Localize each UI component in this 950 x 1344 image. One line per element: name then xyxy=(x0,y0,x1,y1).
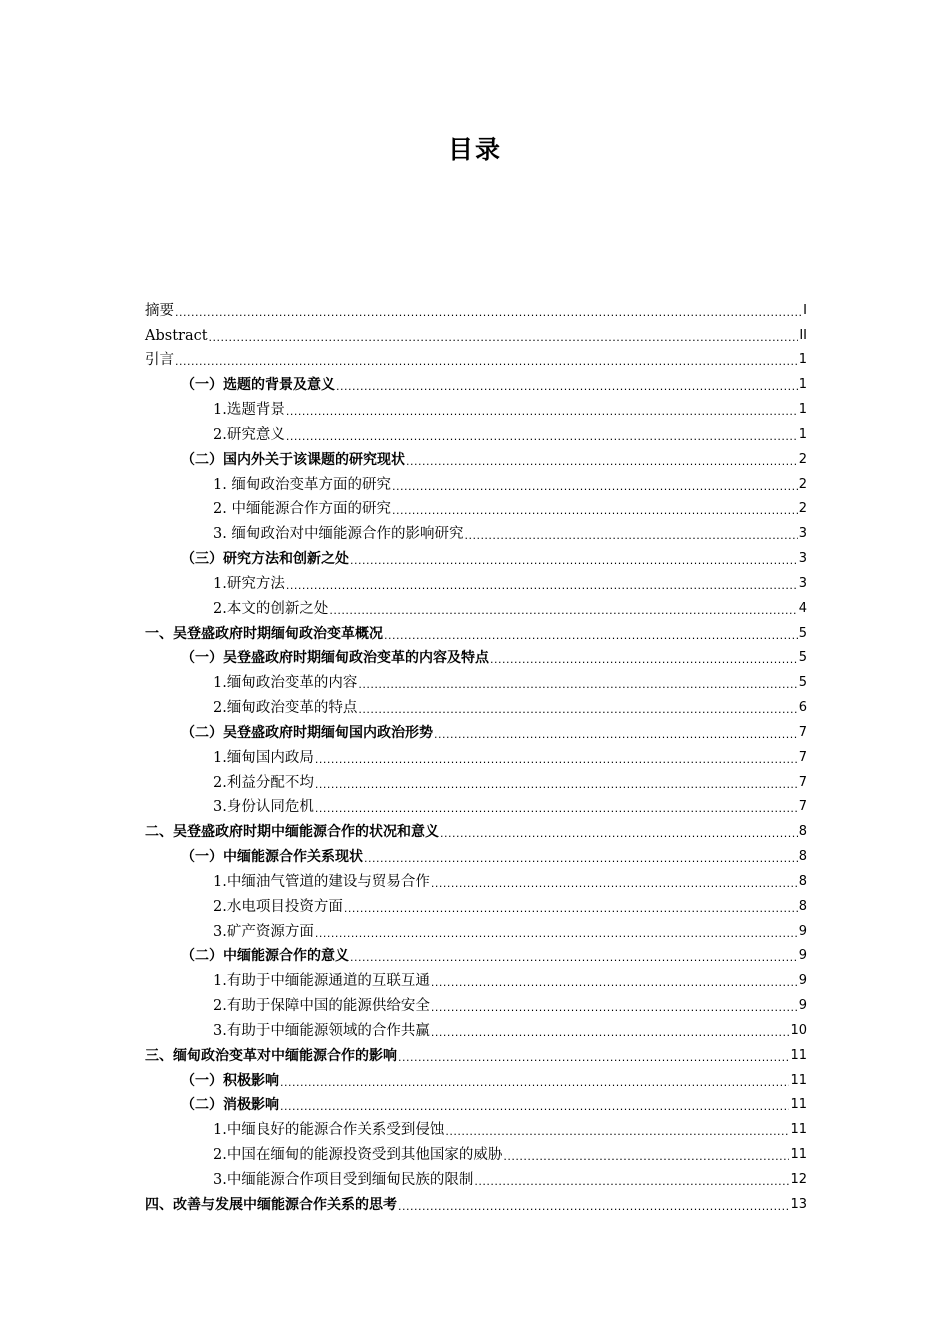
toc-entry[interactable] xyxy=(145,693,807,718)
toc-entry-page-number: 11 xyxy=(790,1097,807,1113)
toc-entry-label: 3.有助于中缅能源领域的合作共赢 xyxy=(213,1022,430,1039)
toc-dot-leader xyxy=(286,405,798,419)
toc-entry-page-number: 8 xyxy=(798,849,807,865)
toc-entry[interactable] xyxy=(145,942,807,967)
toc-entry[interactable] xyxy=(145,966,807,991)
toc-entry[interactable] xyxy=(145,370,807,395)
toc-entry-label: 引言 xyxy=(145,352,174,369)
toc-entry-label: （二）中缅能源合作的意义 xyxy=(181,948,349,965)
toc-entry[interactable] xyxy=(145,1115,807,1140)
toc-entry-page-number: 5 xyxy=(798,650,807,666)
toc-entry-label: （二）国内外关于该课题的研究现状 xyxy=(181,451,405,468)
toc-entry-label: 2.研究意义 xyxy=(213,426,285,443)
toc-dot-leader xyxy=(329,604,797,618)
toc-entry-label: Abstract xyxy=(145,327,208,344)
toc-dot-leader xyxy=(344,902,798,916)
toc-dot-leader xyxy=(445,1125,789,1139)
toc-dot-leader xyxy=(286,430,798,444)
toc-entry[interactable] xyxy=(145,892,807,917)
toc-entry[interactable] xyxy=(145,1016,807,1041)
page-title: 目录 xyxy=(447,135,502,164)
toc-dot-leader xyxy=(280,1076,789,1090)
toc-entry[interactable] xyxy=(145,867,807,892)
toc-entry[interactable] xyxy=(145,495,807,520)
toc-dot-leader xyxy=(406,455,798,469)
toc-entry-page-number: 13 xyxy=(790,1196,807,1212)
toc-entry[interactable] xyxy=(145,1041,807,1066)
toc-entry-label: （一）吴登盛政府时期缅甸政治变革的内容及特点 xyxy=(181,650,489,667)
toc-entry-page-number: 5 xyxy=(798,625,807,641)
toc-dot-leader xyxy=(503,1150,789,1164)
toc-dot-leader xyxy=(431,976,798,990)
toc-dot-leader xyxy=(358,678,797,692)
toc-entry[interactable] xyxy=(145,470,807,495)
toc-entry-label: 1. 缅甸政治变革方面的研究 xyxy=(213,476,391,493)
toc-entry-page-number: 7 xyxy=(798,724,807,740)
toc-entry-label: 2. 中缅能源合作方面的研究 xyxy=(213,501,391,518)
toc-entry-page-number: 2 xyxy=(798,476,807,492)
toc-entry[interactable] xyxy=(145,1140,807,1165)
toc-entry-label: （一）积极影响 xyxy=(181,1072,279,1089)
toc-entry-page-number: 8 xyxy=(798,898,807,914)
toc-entry-page-number: 11 xyxy=(790,1072,807,1088)
toc-entry-label: 3.中缅能源合作项目受到缅甸民族的限制 xyxy=(213,1171,474,1188)
toc-dot-leader xyxy=(209,331,799,345)
toc-entry-page-number: 1 xyxy=(798,352,807,368)
toc-entry[interactable] xyxy=(145,644,807,669)
toc-entry[interactable] xyxy=(145,544,807,569)
toc-dot-leader xyxy=(350,554,798,568)
toc-dot-leader xyxy=(440,827,798,841)
toc-entry[interactable] xyxy=(145,445,807,470)
toc-entry-label: 1.缅甸国内政局 xyxy=(213,749,314,766)
toc-dot-leader xyxy=(392,504,798,518)
toc-entry[interactable] xyxy=(145,1165,807,1190)
toc-entry[interactable] xyxy=(145,917,807,942)
toc-entry-page-number: 8 xyxy=(798,873,807,889)
toc-entry[interactable] xyxy=(145,619,807,644)
toc-entry-label: 2.缅甸政治变革的特点 xyxy=(213,700,358,717)
toc-entry-page-number: 3 xyxy=(798,575,807,591)
toc-dot-leader xyxy=(464,529,797,543)
toc-entry-page-number: 6 xyxy=(798,700,807,716)
toc-entry[interactable] xyxy=(145,519,807,544)
toc-entry-label: 2.本文的创新之处 xyxy=(213,600,329,617)
toc-entry-label: 一、吴登盛政府时期缅甸政治变革概况 xyxy=(145,625,383,642)
toc-entry[interactable] xyxy=(145,842,807,867)
toc-entry-label: 2.中国在缅甸的能源投资受到其他国家的威胁 xyxy=(213,1146,503,1163)
toc-entry[interactable] xyxy=(145,743,807,768)
toc-dot-leader xyxy=(434,728,798,742)
toc-dot-leader xyxy=(286,579,798,593)
toc-entry-page-number: 11 xyxy=(790,1122,807,1138)
toc-entry-page-number: 9 xyxy=(798,948,807,964)
toc-entry-page-number: 1 xyxy=(798,402,807,418)
toc-entry-page-number: 9 xyxy=(798,923,807,939)
toc-dot-leader xyxy=(398,1051,789,1065)
toc-entry-page-number: 9 xyxy=(798,998,807,1014)
toc-entry-label: 1.中缅良好的能源合作关系受到侵蚀 xyxy=(213,1122,445,1139)
toc-entry[interactable] xyxy=(145,768,807,793)
toc-dot-leader xyxy=(392,480,798,494)
toc-dot-leader xyxy=(315,927,798,941)
table-of-contents xyxy=(145,296,807,1215)
toc-entry-page-number: 7 xyxy=(798,774,807,790)
toc-entry[interactable] xyxy=(145,668,807,693)
toc-entry[interactable] xyxy=(145,346,807,371)
toc-dot-leader xyxy=(384,629,798,643)
toc-entry-label: 二、吴登盛政府时期中缅能源合作的状况和意义 xyxy=(145,824,439,841)
toc-entry[interactable] xyxy=(145,594,807,619)
toc-entry-label: 1.选题背景 xyxy=(213,402,285,419)
toc-entry[interactable] xyxy=(145,793,807,818)
toc-entry[interactable] xyxy=(145,569,807,594)
toc-entry-label: 摘要 xyxy=(145,302,174,319)
toc-entry-page-number: 3 xyxy=(798,551,807,567)
toc-entry-label: （一）选题的背景及意义 xyxy=(181,377,335,394)
toc-entry-page-number: 11 xyxy=(790,1146,807,1162)
toc-entry-page-number: II xyxy=(799,327,807,343)
toc-dot-leader xyxy=(350,951,798,965)
toc-entry-page-number: 8 xyxy=(798,824,807,840)
toc-entry-label: 3.矿产资源方面 xyxy=(213,923,314,940)
toc-dot-leader xyxy=(315,753,798,767)
toc-entry-label: 1.中缅油气管道的建设与贸易合作 xyxy=(213,873,430,890)
toc-entry[interactable] xyxy=(145,321,807,346)
toc-entry[interactable] xyxy=(145,718,807,743)
toc-entry[interactable] xyxy=(145,1091,807,1116)
toc-entry-label: 3.身份认同危机 xyxy=(213,799,314,816)
toc-entry-page-number: 1 xyxy=(798,426,807,442)
toc-entry[interactable] xyxy=(145,395,807,420)
toc-dot-leader xyxy=(431,1001,798,1015)
toc-entry-label: （二）消极影响 xyxy=(181,1097,279,1114)
toc-dot-leader xyxy=(398,1200,789,1214)
toc-entry[interactable] xyxy=(145,991,807,1016)
toc-dot-leader xyxy=(490,653,798,667)
toc-entry-page-number: 1 xyxy=(798,377,807,393)
toc-entry-label: 2.水电项目投资方面 xyxy=(213,898,343,915)
toc-entry-label: 2.有助于保障中国的能源供给安全 xyxy=(213,998,430,1015)
toc-entry-page-number: 11 xyxy=(790,1047,807,1063)
toc-entry-label: 2.利益分配不均 xyxy=(213,774,314,791)
toc-entry-page-number: I xyxy=(803,302,807,318)
toc-entry-page-number: 5 xyxy=(798,675,807,691)
toc-entry-page-number: 2 xyxy=(798,501,807,517)
toc-entry-label: 四、改善与发展中缅能源合作关系的思考 xyxy=(145,1196,397,1213)
toc-dot-leader xyxy=(431,877,798,891)
toc-entry-label: （二）吴登盛政府时期缅甸国内政治形势 xyxy=(181,724,433,741)
toc-entry[interactable] xyxy=(145,1190,807,1215)
toc-entry-page-number: 4 xyxy=(798,600,807,616)
toc-entry-label: 1.研究方法 xyxy=(213,575,285,592)
toc-entry-page-number: 7 xyxy=(798,749,807,765)
toc-dot-leader xyxy=(315,778,798,792)
toc-entry[interactable] xyxy=(145,1066,807,1091)
toc-entry-label: （三）研究方法和创新之处 xyxy=(181,551,349,568)
toc-entry-label: （一）中缅能源合作关系现状 xyxy=(181,849,363,866)
toc-entry[interactable] xyxy=(145,296,807,321)
toc-entry-page-number: 10 xyxy=(790,1022,807,1038)
toc-entry-page-number: 12 xyxy=(790,1171,807,1187)
toc-entry-label: 1.缅甸政治变革的内容 xyxy=(213,675,358,692)
toc-entry-label: 三、缅甸政治变革对中缅能源合作的影响 xyxy=(145,1047,397,1064)
toc-dot-leader xyxy=(280,1100,789,1114)
toc-entry-page-number: 2 xyxy=(798,451,807,467)
toc-dot-leader xyxy=(315,802,798,816)
toc-dot-leader xyxy=(175,355,798,369)
toc-dot-leader xyxy=(358,703,797,717)
toc-dot-leader xyxy=(336,380,798,394)
toc-entry[interactable] xyxy=(145,817,807,842)
toc-entry-label: 3. 缅甸政治对中缅能源合作的影响研究 xyxy=(213,526,464,543)
toc-entry-label: 1.有助于中缅能源通道的互联互通 xyxy=(213,973,430,990)
toc-entry[interactable] xyxy=(145,420,807,445)
toc-entry-page-number: 7 xyxy=(798,799,807,815)
toc-dot-leader xyxy=(175,306,802,320)
toc-dot-leader xyxy=(431,1026,790,1040)
toc-dot-leader xyxy=(474,1175,789,1189)
toc-dot-leader xyxy=(364,852,798,866)
toc-entry-page-number: 3 xyxy=(798,526,807,542)
toc-entry-page-number: 9 xyxy=(798,973,807,989)
